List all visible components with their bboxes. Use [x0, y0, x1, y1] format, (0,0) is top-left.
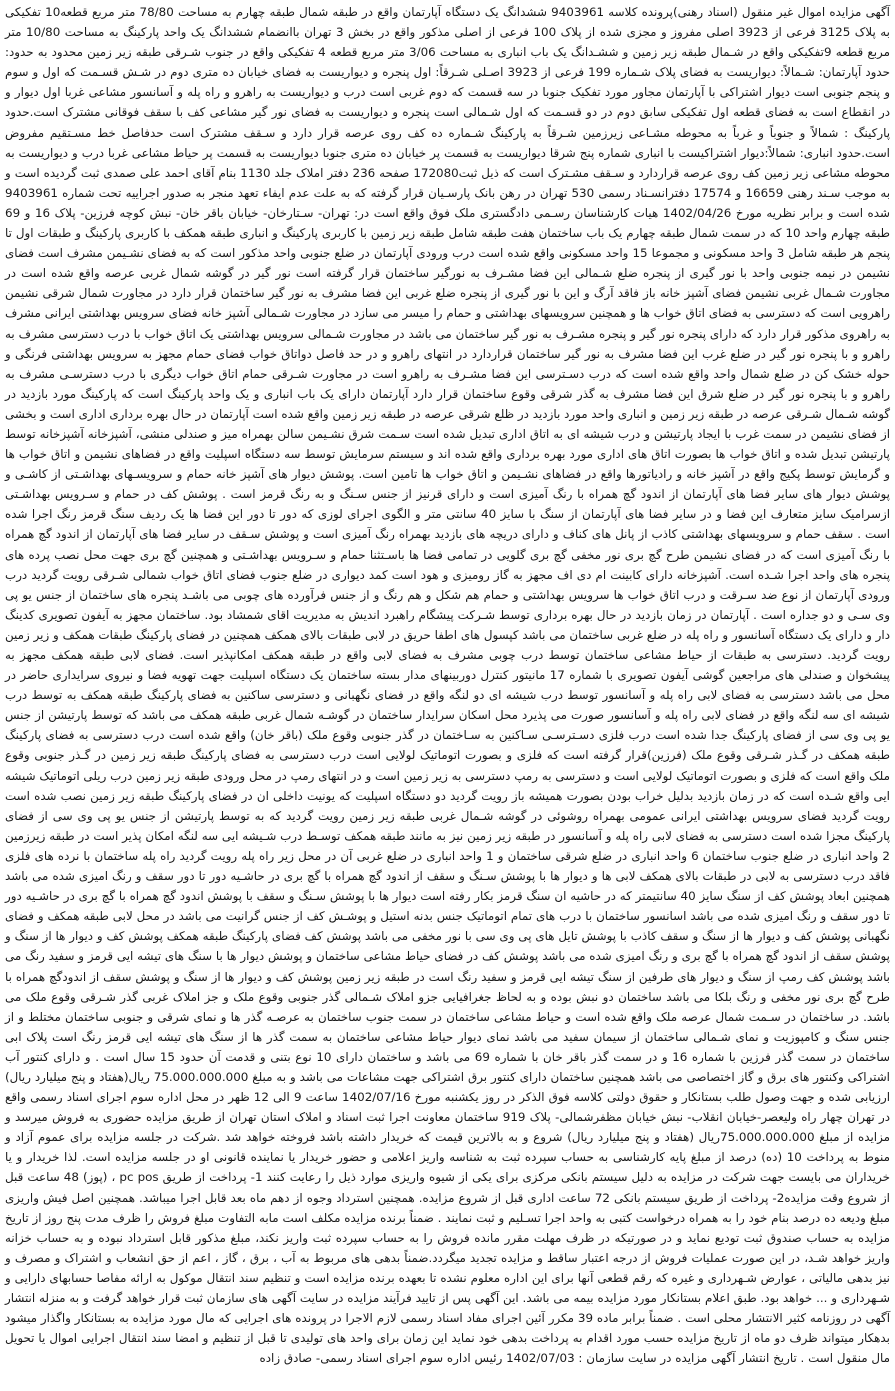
auction-notice-text: آگهی مزایده اموال غیر منقول (اسناد رهنی)پرونده کلاسه 9403961 ششدانگ یک دستگاه آپارتمان واقع در طبقه شمال طبقه چهارم به مساحت 78/80 متر مربع قطعه10 تفکیکی به پلاک 3125 فرعی از 3923 اصلی مفروز و مجزی شده از پلاک 100 فرعی از اصلی مذکور واقع در بخش 3 تهران باانضمام ششدانگ یک واحد پارکینگ به مساحت 10/80 متر مربع قطعه 9تفکیکی واقع در شـمال طبقه زیر زمین و ششـدانگ یک باب انباری به مساحت 3/06 متر مربع قطعه 4 تفکیکی واقع در جنوب شـرقی طبقه زیر زمین محدود به حدود: حدود آپارتمان: شـمالاً: دیواریست به فضای پلاک شـماره 199 فرعی از 3923 اصـلی شـرقاً: اول پنجره و دیواریست به فضای خیابان ده متری دوم در شـش قسـمت که اول و سوم و پنجم جنوبی است دیوار اشتراکی با آپارتمان مجاور مورد تفکیک جنوبا در سه قسمت که دوم غربی است درب و دیواریست به راهرو و راه پله و آسانسور مشاعی غربا اول دیوار و در انقطاع است به فضای قطعه اول تفکیکی سابق دوم در دو قسـمت که اول شـمالی است پنجره و دیواریست به فضای نور گیر مشاعی کف با سقف فوقانی مشترک است.حدود پارکینگ : شمالاً و جنوباً و غرباً به محوطه مشـاعی زیرزمین شـرقاً به پارکینگ شـماره ده کف روی عرصه قرار دارد و سـقف مشترک است حدفاصل خط مسـتقیم مفروض است.حدود انباری: شمالاً:دیوار اشتراکیست با انباری شماره پنج شرقا دیواریست به قسمت پر خیابان ده متری جنوبا دیواریست به قسمت پر حیاط مشاعی غربا درب و دیواریست به محوطه مشاعی زیر زمین کف روی عرصه قراردارد و سـقف مشـترک است که ذیل ثبت172080 صفحه 236 دفتر املاک جلد 1130 بنام آقای احمد علی صمدی ثبت گردیده است و به موجب سـند رهنی 16659 و 17574 دفترانسـناد رسمی 530 تهران در رهن بانک پارسـیان قرار گرفته که به علت عدم ایفاء تعهد منجر به صدور اجراییه تحت شماره 9403961 شده است و برابر نظریه مورخ 1402/04/26 هیات کارشناسان رسـمی دادگستری ملک فوق واقع است در: تهران- سـتارخان- خیابان باقر خان- نبش کوچه فرزین- پلاک 16 و 69 طبقه چهارم واحد 10 که در سمت شمال طبقه چهارم یک باب ساختمان هفت طبقه شامل طبقه زیر زمین با کاربری پارکینگ و انباری طبقه همکف با کاربری پارکینگ و طبقات اول تا پنجم هر طبقه شامل 3 واحد مسکونی و مجموعا 15 واحد مسکونی واقع شده است درب ورودی آپارتمان در ضلع جنوبی واحد مذکور است که به فضای نشـیمن مشرف است فضای نشیمن در نیمه جنوبی واحد با نور گیری از پنجره ضلع شـمالی این فضا مشـرف به نورگیر ساختمان قرار گرفته است نور گیر در گوشه شمال غربی عرصه واقع شده است در مجاورت شـمال غربی نشیمن فضای آشپز خانه باز فاقد آرگ و این با نور گیری از پنجره ضلع غربی این فضا مشرف به نور گیر ساختمان قرار دارد در مجاورت شمال شرقی نشیمن راهرویی است که دسترسی به فضای اتاق خواب ها و همچنین سرویسهای بهداشتی و حمام را میسر می سازد در مجاورت شـمالی آشپز خانه فضای سرویس بهداشتی ایرانی مشرف به راهروی مذکور قرار دارد که دارای پنجره نور گیر و پنجره مشـرف به نور گیر ساختمان می باشد در مجاورت شـمالی سرویس بهداشتی یک اتاق خواب با درب دسترسی مشرف به راهرو و با پنجره نور گیر در ضلع غرب این فضا مشرف به نور گیر ساختمان قراردارد در انتهای راهرو و در حد فاصل دواتاق خواب فضای حمام مجهز به سرویس بهداشتی فرنگی و حوله خشک کن در ضلع شمال واحد واقع شده است که درب دسـترسی این فضا مشـرف به راهرو است در مجاورت شـرقی حمام اتاق خواب دیگری با درب دسترسـی مشرف به راهرو و با پنجره نور گیر در ضلع شرق این فضا مشرف به گذر شرقی وقوع ساختمان قرار دارد آپارتمان دارای یک باب انباری و یک واحد پارکینگ است که پارکینگ مورد بازدید در گوشه شـمال شـرقی عرصه در طبقه زیر زمین و انباری واحد مورد بازدید در ظلع شرقی عرصه در طبقه زیر زمین واقع شده است آپارتمان در حال بهره برداری اداری است و بخشی از فضای نشیمن در سمت غرب با ایجاد پارتیشن و درب شیشه ای به اتاق اداری تبدیل شده است سـمت شرق نشـیمن سالن بهمراه میز و صندلی منشی، آشپزخانه آشپزخانه توسط پارتیشن تبدیل شده و اتاق خواب ها بصورت اتاق های اداری مورد بهره برداری واقع شده اند و سیستم سرمایش توسط سه دستگاه اسپلیت واقع در فضاهای نشیمن و اتاق خواب ها و گرمایش توسط پکیج واقع در آشپز خانه و رادیاتورها واقع در فضاهای نشـیمن و اتاق خواب ها تامین است. پوشش دیوار های آشپز خانه حمام و سرویسـهای بهداشـتی از کاشـی و پوشش دیوار های سایر فضا های آپارتمان از اندود گچ همراه با رنگ آمیزی است و دارای قرنیز از جنس سـنگ و به رنگ قرمز است . پوشش کف در حمام و سـرویس بهداشـتی ازسرامیک سایز متعارف این فضا و در سایر فضا های آپارتمان از سنگ با سایز 40 سانتی متر و الگوی اجرای لوزی که دور تا دور این فضا ها یک ردیف سنگ قرمز رنگ اجرا شده است . سقف حمام و سرویسهای بهداشتی کاذب از پانل های کناف و دارای دریچه های بازدید بهمراه رنگ آمیزی است و پوشش سـقف در سایر فضا های آپارتمان از اندود گچ همراه با رنگ آمیزی است که در فضای نشیمن طرح گچ بری نور مخفی گچ بری گلویی در تمامی فضا ها باسـتثنا حمام و سـرویس بهداشـتی و همچنین گچ بری جهت محل نصب پرده های پنجره های واحد اجرا شـده است. آشپزخانه دارای کابینت ام دی اف مجهز به گاز رومیزی و هود است کمد دیواری در ضلع جنوب فضای اتاق خواب شمالی شـرقی رویت گردید درب ورودی آپارتمان از نوع ضد سـرقت و درب اتاق خواب ها سرویس بهداشتی و حمام هم شکل و هم رنگ و از جنس فرآورده های چوبی می باشـد پنجره های ساختمان از جنس یو پی وی سـی و دو جداره است . آپارتمان در زمان بازدید در حال بهره برداری توسط شـرکت پیشگام راهبرد اندیش به مدیریت اقای شمشاد بود. ساختمان مجهز به آیفون تصویری کدینگ دار و دارای یک دستگاه آسانسور و راه پله در ضلع غربی ساختمان می باشد کپسول های اطفا حریق در لابی طبقات بالای همکف همچنین در فضای پارکینگ طبقات همکف و زیر زمین رویت گردید. دسترسی به طبقات از حیاط مشاعی ساختمان توسط درب چوبی مشرف به فضای لابی واقع در طبقه همکف امکانپذیر است. فضای لابی طبقه همکف مجهز به پیشخوان و صندلی های مراجعین گوشی آیفون تصویری با شماره 17 مانیتور کنترل دوربینهای مدار بسته ساختمان یک دستگاه اسپلیت جهت تهویه فضا و نیروی سرایداری حاضر در محل می باشد دسترسی به فضای لابی راه پله و آسانسور توسط درب شیشه ای دو لنگه واقع در فضای نگهبانی و دسترسی ساکنین به فضای پارکینگ طبقه همکف به توسط درب شیشه ای سه لنگه واقع در فضای لابی راه پله و آسانسور صورت می پذیرد محل اسکان سرایدار ساختمان در گوشـه شمال غربی طبقه همکف می باشد که توسط پارتیشن از جنس یو پی وی سی از فضای پارکینگ جدا شده است درب فلزی دسـترسـی سـاکنین به سـاختمان در گذر جنوبی وقوع ملک (باقر خان) واقع شده است درب دسترسی به فضای پارکینگ طبقه همکف در گـذر شـرقی وقوع ملک (فرزین)قرار گرفته است که فلزی و بصورت اتوماتیک لولایی است درب دسترسی به فضای پارکینگ طبقه زیر زمین در گـذر جنوبی وقوع ملک واقع است که فلزی و بصورت اتوماتیک لولایی است و دسترسی به رمپ دسترسی به زیر زمین است و در انتهای رمپ در محل ورودی طبقه زیر زمین درب ریلی اتوماتیک شیشه ایی واقع شـده است که در زمان بازدید بدلیل خراب بودن بصورت همیشه باز رویت گردید دو دستگاه اسپلیت که یونیت داخلی ان در فضای پارکینگ طبقه زیر زمین نصب شده است رویت گردید فضای سرویس بهداشتی ایرانی عمومی بهمراه روشوئی در گوشه شـمال غربی طبقه زیر زمین رویت گردید که به توسط پارتیشن از جنس یو پی وی سی از فضای پارکینگ مجزا شده است دسترسی به فضای لابی راه پله و آسانسور در طبقه زیر زمین نیز به مانند طبقه همکف توسـط درب شـیشه ایی سه لنگه امکان پذیر است در طبقه زیرزمین 2 واحد انباری در ضلع جنوب ساختمان 6 واحد انباری در ضلع شرقی ساختمان و 1 واحد انباری در ضلع غربی آن در محل زیر راه پله رویت گردید راه پله ساختمان با نرده های فلزی فاقد درب دسترسی به لابی در طبقات بالای همکف لابی ها و دیوار ها با پوشش سـنگ و سقف از اندود گچ همراه با گچ بری در حاشـیه دور تا دور سقف و رنگ امیزی شده می باشد همچنین ابعاد پوشش کف از سنگ سایز 40 سانتیمتر که در حاشیه ان سنگ قرمز بکار رفته است دیوار ها با پوشش سـنگ و سقف با پوشش اندود گچ همراه با گچ بری در حاشـیه دور تا دور سقف و رنگ امیزی شده می باشد اسانسور ساختمان با درب های تمام اتوماتیک جنس بدنه استیل و پوشـش کف از جنس گرانیت می باشد در محل لابی طبقه همکف و فضای نگهبانی پوشش کف و دیوار ها از سنگ و سقف کاذب با پوشش تایل های پی وی سی با نور مخفی می باشد پوشش کف فضای پارکینگ طبقه همکف پوشش کف و دیوار ها از سنگ و پوشش سقف از اندود گچ همراه با گچ بری و رنگ امیزی شده می باشد پوشش کف در فضای حیاط مشاعی ساختمان و پوشش دیوار ها با سنگ های تیشه ایی قرمز و سفید رنگ می باشد پوشش کف رمپ از سنگ و دیوار های طرفین از سنگ تیشه ایی قرمز و سفید رنگ است در طبقه زیر زمین پوشش کف و دیوار ها از سنگ و پوشش سقف از اندودگچ همراه با طرح گچ بری نور مخفی و رنگ بلکا می باشد ساختمان دو نبش بوده و به لحاظ جغرافیایی جزو املاک شـمالی گذر جنوبی وقوع ملک و جز املاک غربی گذر شـرقی وقوع ملک می باشد. در ساختمان در سـمت شمال عرصه ملک واقع شده است و حیاط مشاعی ساختمان در سمت جنوب ساختمان به عرصـه گذر ها و نمای شرقی و جنوبی ساختمان مختلط و از جنس سنگ و کامپوزیت و نمای شـمالی ساختمان از سیمان سفید می باشد نمای دیوار حیاط مشاعی ساختمان به سمت گذر ها از سنگ های تیشه ایی قرمز رنگ است پلاک ابی ساختمان در سمت گذر فرزین با شماره 16 و در سمت گذر باقر خان با شماره 69 می باشد و ساختمان دارای 10 نوع بتنی و قدمت آن حدود 15 سال است . و دارای کنتور آب اشتراکی وکنتور های برق و گاز اختصاصی می باشد همچنین ساختمان دارای کنتور برق اشتراکی جهت مشاعات می باشد و به مبلغ 75.000.000.000 ریال(هفتاد و پنج میلیارد ریال) ارزیابی شده و جهت وصول طلب بستانکار و حقوق دولتی کلاسه فوق الذکر در روز یکشنبه مورخ 1402/07/16 ساعت 9 الی 12 ظهر در محل اداره سوم اجرای اسناد رسمی واقع در تهران چهار راه ولیعصر-خیابان انقلاب- نبش خیابان مظفرشمالی- پلاک 919 ساختمان معاونت اجرا ثبت اسناد و املاک استان تهران از طریق مزایده حضوری به فروش میرسد و مزایده از مبلغ 75.000.000.000ریال (هفتاد و پنج میلیارد ریال) شروع و به بالاترین قیمت که خریدار داشته باشد فروخته خواهد شد .شرکت در جلسه مزایده برای عموم آزاد و منوط به پرداخت 10 (ده) درصد از مبلغ پایه کارشناسی به حساب سپرده ثبت به شناسه واریز اعلامی و حضور خریدار یا نماینده قانونی او در جلسه مزایده است. لذا خریدار و یا خریداران می بایست جهت شرکت در مزایده به دلیل سیستم بانکی مرکزی برای یکی از شیوه واریزی موارد ذیل را رعایت کنند 1- پرداخت از طریق pc pos ، (پوز) 48 ساعت قبل از شروع وقت مزایده2- پرداخت از طریق سیستم بانکی 72 ساعت اداری قبل از شروع مزایده. همچنین استرداد وجوه از دهم ماه بعد قابل اجرا میباشد. همچنین اصل فیش واریزی مبلغ ودیعه ده درصد بنام خود را به همراه درخواست کتبی به واحد اجرا تسـلیم و ثبت نمایند . ضمناً برنده مزایده مکلف است مابه التفاوت مبلغ فروش را ظرف مدت پنج روز از تاریخ مزایده به حساب صندوق ثبت تودیع نماید و در صورتیکه در ظرف مهلت مقرر مانده فروش را به حساب سپرده ثبت واریز نکند، مبلغ مذکور قابل استرداد نبوده و به حساب خزانه واریز خواهد شـد، در این صورت عملیات فروش از درجه اعتبار ساقط و مزایده تجدید میگردد.ضمناً بدهی های مربوط به آب ، برق ، گاز ، اعم از حق انشعاب و اشتراک و مصرف و نیز بدهی مالیاتی ، عوارض شـهرداری و غیره که رقم قطعی آنها برای این اداره معلوم نشده تا بعهده برنده مزایده است و تنظیم سند انتقال موکول به ارائه مفاصا حسابهای دارایی و شـهرداری و ... خواهد بود. طبق اعلام بستانکار مورد مزایده بیمه می باشد. این آگهی پس از تایید فرآیند مزایده در سایت آگهی های سازمان ثبت قرار خواهد گرفت و به منزله انتشار آگهی در روزنامه کثیر الانتشار محلی است . ضمناً برابر ماده 39 مکرر آئین اجرای مفاد اسناد رسمی لازم الاجرا در پرونده های اجرایی که مال مورد مزایده به بستانکار واگذار میشود بدهکار میتواند ظرف دو ماه از تاریخ مزایده حسب مورد اقدام به پرداخت بدهی خود نماید این زمان برای واحد های تولیدی تا قبل از تنظیم و امضا سند انتقال اجرایی اموال یا تحویل مال منقول است . تاریخ انتشار آگهی مزایده در سایت سازمان : 1402/07/03 رئیس اداره سوم اجرای اسناد رسمی- صادق زاده — [5, 5, 891, 1366]
